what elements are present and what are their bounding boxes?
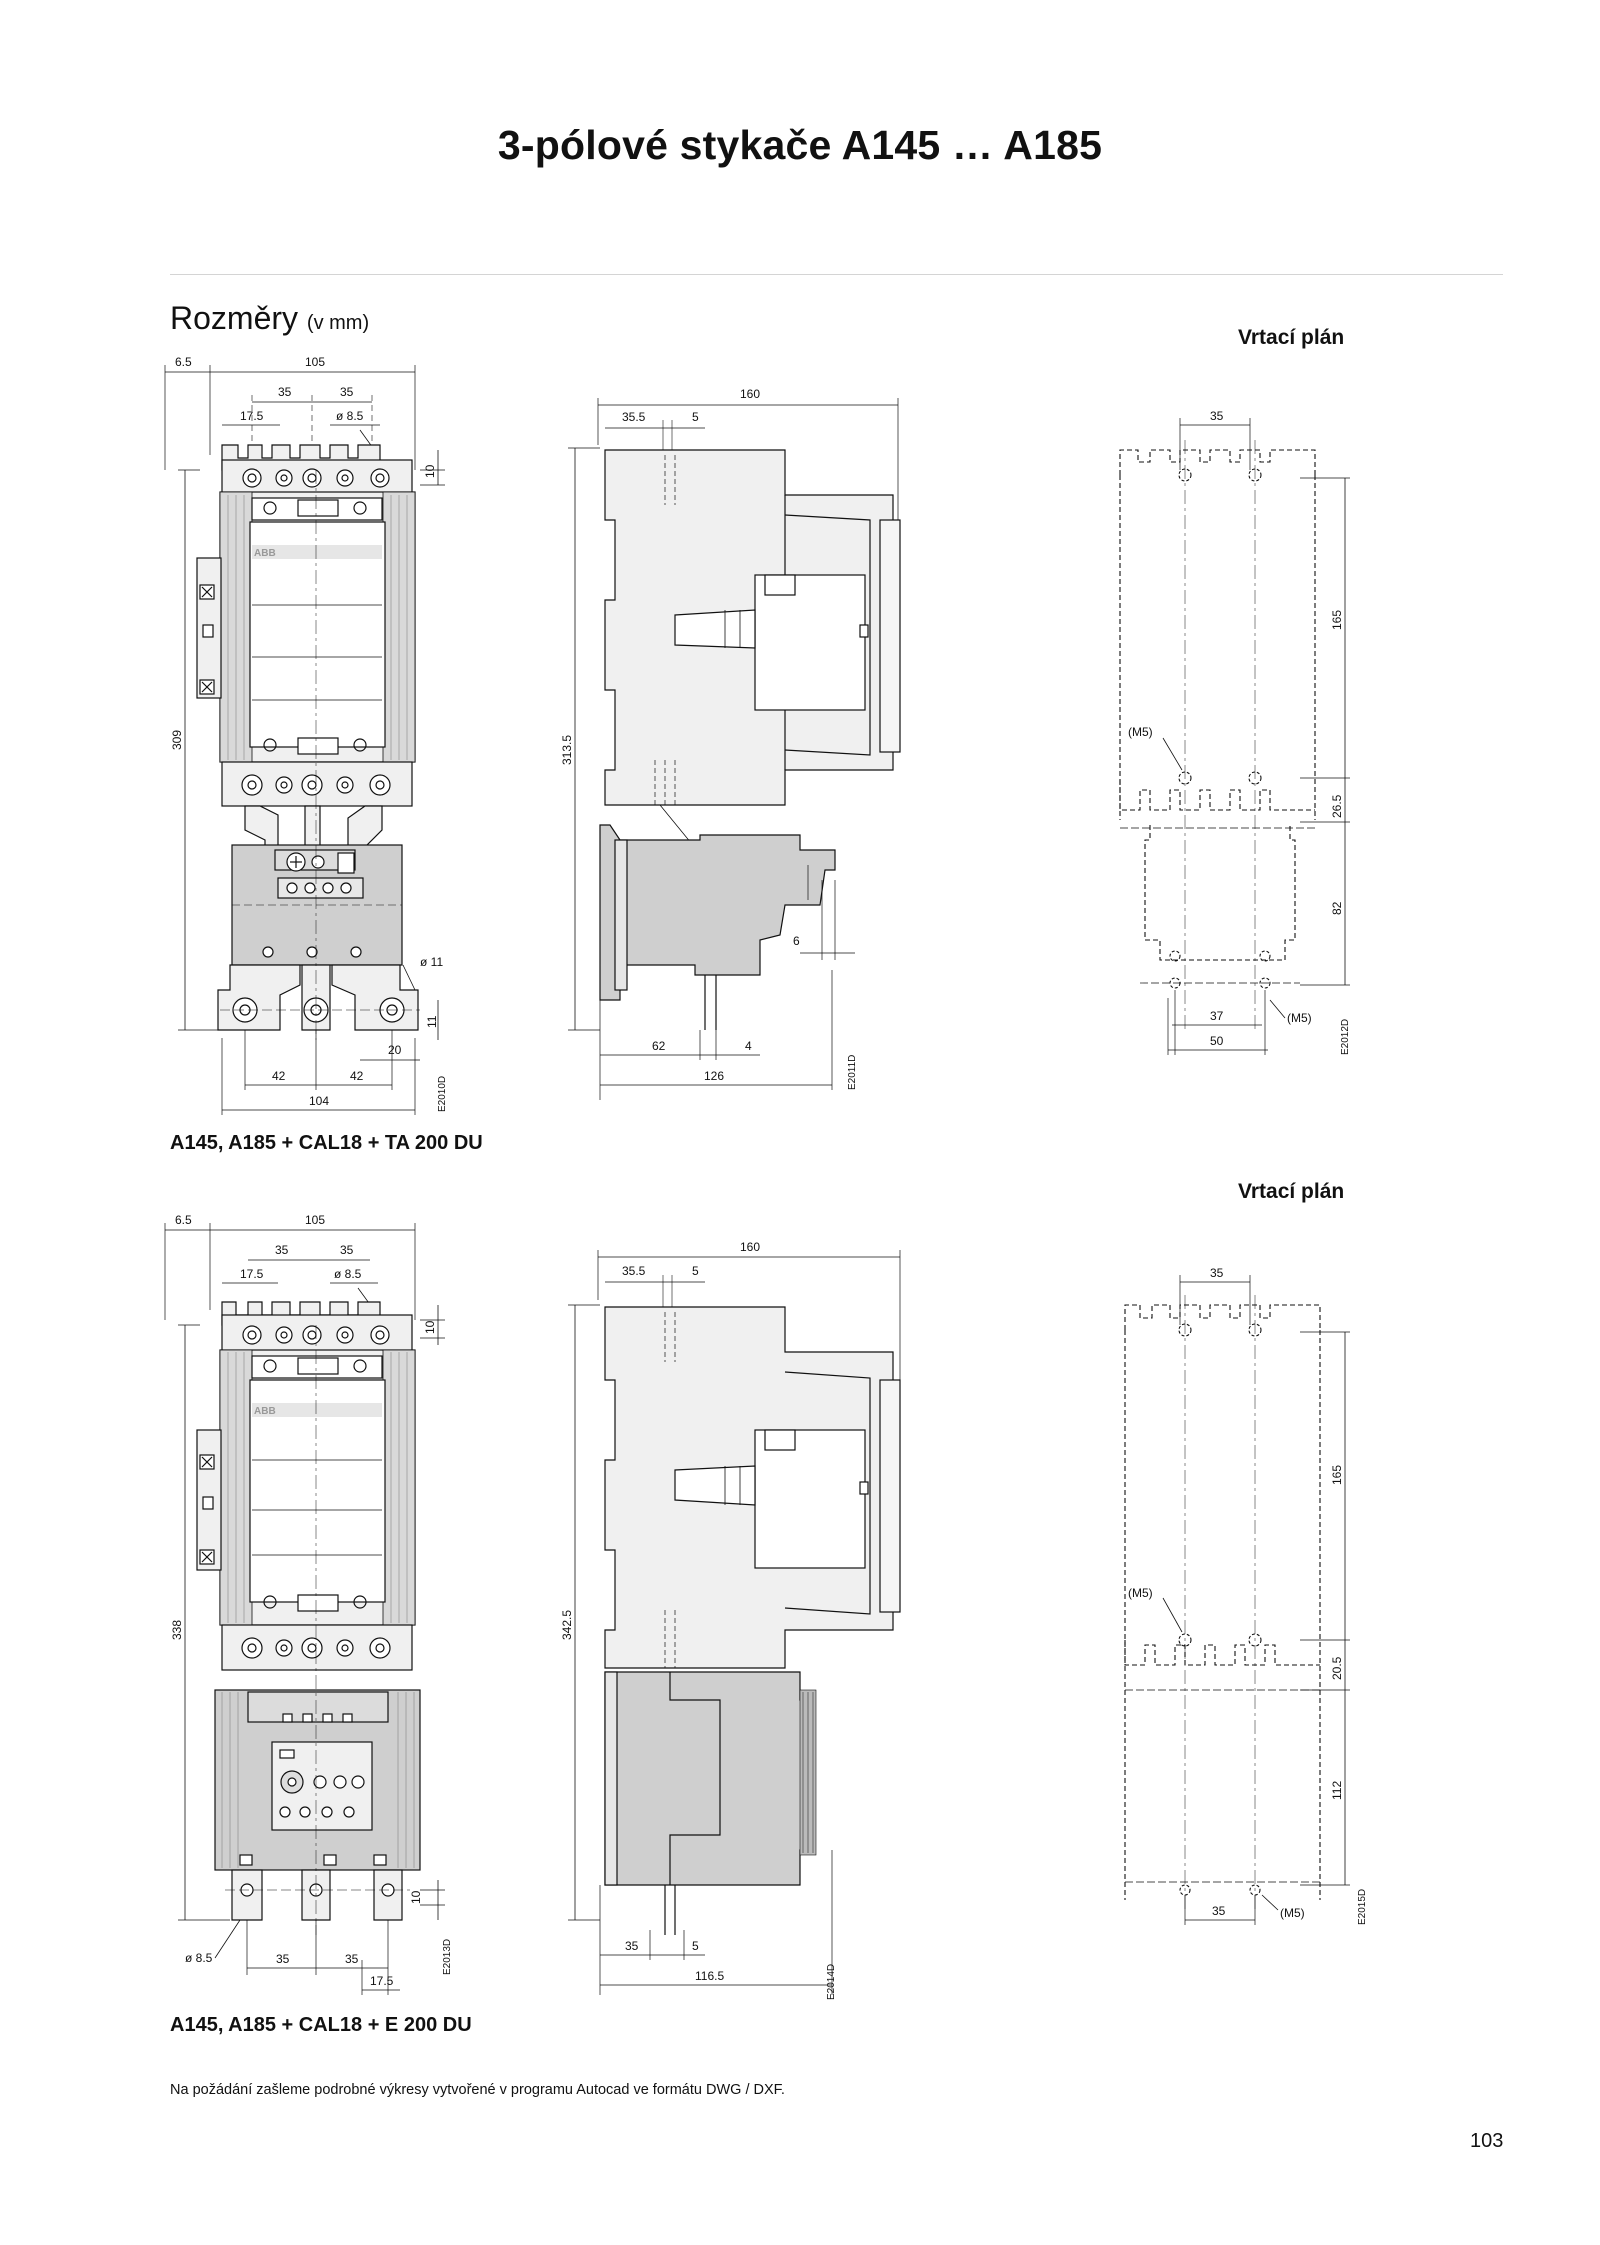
dim-m5b: (M5) — [1280, 1906, 1305, 1920]
dim-10: 10 — [423, 1320, 437, 1334]
dim-35a: 35 — [275, 1243, 289, 1257]
dim-6: 6 — [793, 934, 800, 948]
dim-6-5: 6.5 — [175, 355, 192, 369]
dim-82: 82 — [1330, 901, 1344, 915]
header-divider — [170, 274, 1503, 275]
dim-50: 50 — [1210, 1034, 1224, 1048]
dim-112: 112 — [1330, 1780, 1344, 1800]
page-number: 103 — [1470, 2130, 1504, 2152]
dim-4: 4 — [745, 1039, 752, 1053]
dim-17-5: 17.5 — [240, 1267, 264, 1281]
drawing-code: E2013D — [442, 1938, 453, 1975]
dim-165: 165 — [1330, 609, 1344, 630]
dim-phi-11: ø 11 — [420, 955, 444, 969]
dim-5: 5 — [692, 1264, 699, 1278]
drilling-plan-label-1: Vrtací plán — [1238, 326, 1345, 349]
dim-phi-8-5: ø 8.5 — [334, 1267, 362, 1281]
figure1-caption: A145, A185 + CAL18 + TA 200 DU — [170, 1132, 483, 1154]
abb-logo: ABB — [254, 548, 276, 559]
dim-5b: 5 — [692, 1939, 699, 1953]
dim-m5: (M5) — [1128, 725, 1153, 739]
section-heading-text: Rozměry — [170, 300, 299, 336]
figure2-side-drawing — [560, 1235, 920, 2005]
dim-165: 165 — [1330, 1464, 1344, 1485]
dim-20-5: 20.5 — [1330, 1656, 1344, 1680]
figure2-drilling-plan — [1110, 1255, 1370, 1935]
dim-105: 105 — [305, 1213, 326, 1227]
section-heading — [170, 300, 369, 337]
dim-5: 5 — [692, 410, 699, 424]
dim-104: 104 — [309, 1094, 330, 1108]
dim-126: 126 — [704, 1069, 725, 1083]
figure1-side-drawing — [560, 380, 920, 1100]
dim-10: 10 — [423, 464, 437, 478]
dim-35c: 35 — [276, 1952, 290, 1966]
dim-37: 37 — [1210, 1009, 1224, 1023]
dim-309: 309 — [170, 729, 184, 750]
dim-11: 11 — [425, 1015, 439, 1028]
drawing-code: E2014D — [826, 1963, 837, 2000]
dim-160: 160 — [740, 1240, 761, 1254]
page-title: 3-pólové stykače A145 … A185 — [497, 122, 1103, 168]
dim-35-5: 35.5 — [622, 410, 646, 424]
dim-phi-8-5b: ø 8.5 — [185, 1951, 213, 1965]
drawing-code: E2012D — [1340, 1018, 1351, 1055]
figure2-front-drawing — [150, 1210, 470, 1990]
dim-m5: (M5) — [1128, 1586, 1153, 1600]
dim-35: 35 — [1210, 409, 1224, 423]
abb-logo: ABB — [254, 1406, 276, 1417]
dim-42b: 42 — [350, 1069, 364, 1083]
dim-62: 62 — [652, 1039, 666, 1053]
section-unit: (v mm) — [306, 312, 370, 334]
dim-phi-8-5: ø 8.5 — [336, 409, 364, 423]
figure1-drilling-plan — [1110, 400, 1360, 1080]
dim-160: 160 — [740, 387, 761, 401]
dim-35b: 35 — [1212, 1904, 1226, 1918]
figure1-front-drawing — [150, 350, 470, 1130]
dim-35: 35 — [625, 1939, 639, 1953]
dim-17-5b: 17.5 — [370, 1974, 394, 1988]
dim-m5b: (M5) — [1287, 1011, 1312, 1025]
dim-35d: 35 — [345, 1952, 359, 1966]
dim-116-5: 116.5 — [695, 1969, 725, 1983]
dim-10b: 10 — [409, 1890, 423, 1904]
dim-6-5: 6.5 — [175, 1213, 192, 1227]
dim-35a: 35 — [278, 385, 292, 399]
footnote: Na požádání zašleme podrobné výkresy vytvořené v programu Autocad ve formátu DWG / DXF. — [170, 2082, 785, 2098]
dim-338: 338 — [170, 1619, 184, 1640]
dim-105: 105 — [305, 355, 326, 369]
dim-342-5: 342.5 — [560, 1609, 574, 1640]
drilling-plan-label-2: Vrtací plán — [1238, 1180, 1345, 1203]
dim-26-5: 26.5 — [1330, 794, 1344, 818]
drawing-code: E2010D — [437, 1075, 448, 1112]
dim-20: 20 — [388, 1043, 402, 1057]
dim-42a: 42 — [272, 1069, 286, 1083]
drawing-code: E2015D — [1357, 1888, 1368, 1925]
figure2-caption: A145, A185 + CAL18 + E 200 DU — [170, 2014, 472, 2036]
drawing-code: E2011D — [847, 1054, 858, 1090]
dim-35b: 35 — [340, 1243, 354, 1257]
dim-35-5: 35.5 — [622, 1264, 646, 1278]
dim-313-5: 313.5 — [560, 734, 574, 765]
dim-35: 35 — [1210, 1266, 1224, 1280]
dim-17-5: 17.5 — [240, 409, 264, 423]
dim-35b: 35 — [340, 385, 354, 399]
